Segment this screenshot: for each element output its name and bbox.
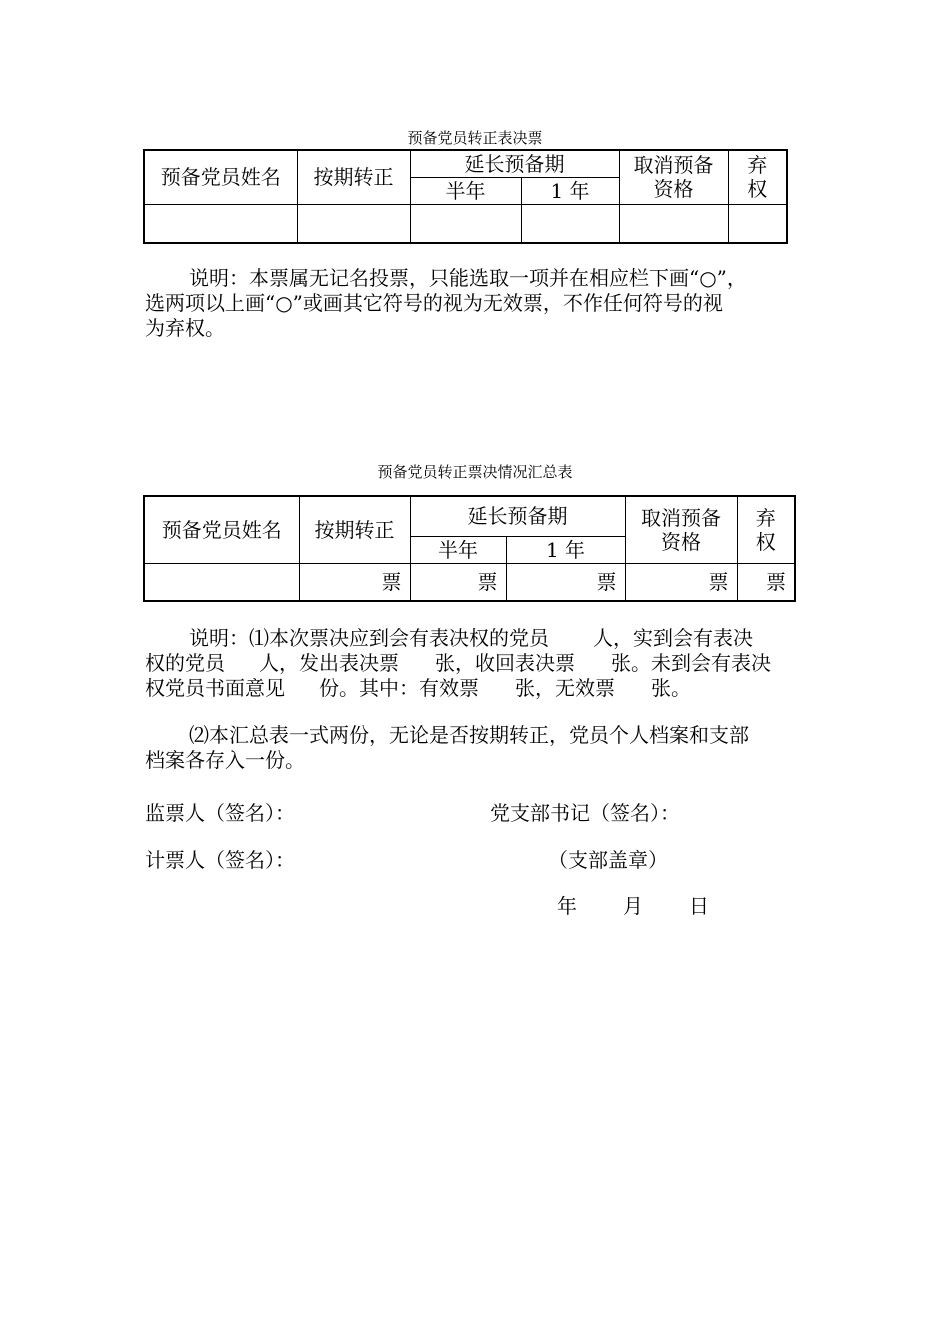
- header-cancel: 取消预备 资格: [619, 150, 728, 204]
- monitor-signature: 监票人（签名）：: [145, 801, 295, 825]
- ticket-on-time[interactable]: 票: [299, 563, 410, 601]
- ballot-note-line: 选两项以上画“○”或画其它符号的视为无效票，不作任何符号的视: [145, 291, 723, 315]
- cell-abstain[interactable]: [728, 204, 787, 243]
- ballot-table: [143, 149, 788, 244]
- header-cancel: 取消预备 资格: [625, 496, 737, 563]
- summary-table: [143, 495, 796, 602]
- header-extend: 延长预备期: [410, 496, 625, 536]
- branch-seal: （支部盖章）: [548, 848, 668, 872]
- date-line: [557, 890, 709, 919]
- ballot-note-line: 说明：本票属无记名投票，只能选取一项并在相应栏下画“○”，: [189, 266, 747, 290]
- header-on-time: 按期转正: [297, 150, 410, 204]
- ballot-note-line: 为弃权。: [145, 316, 225, 340]
- header-one-year: 1 年: [506, 536, 625, 563]
- header-name: 预备党员姓名: [144, 150, 297, 204]
- counter-signature: 计票人（签名）：: [145, 848, 295, 872]
- header-one-year: 1 年: [521, 177, 619, 204]
- date-day: 日: [689, 894, 709, 918]
- ticket-one-year[interactable]: 票: [506, 563, 625, 601]
- summary-note-2: [145, 723, 749, 773]
- cell-name[interactable]: [144, 204, 297, 243]
- header-name: 预备党员姓名: [144, 496, 299, 563]
- ballot-title: 预备党员转正表决票: [407, 129, 543, 147]
- header-half-year: 半年: [410, 536, 506, 563]
- ballot-note: [145, 266, 747, 341]
- secretary-signature: 党支部书记（签名）：: [490, 801, 680, 825]
- summary-note-2-line: ⑵本汇总表一式两份，无论是否按期转正，党员个人档案和支部: [189, 723, 749, 747]
- date-year: 年: [557, 894, 577, 918]
- ticket-half-year[interactable]: 票: [410, 563, 506, 601]
- cell-cancel[interactable]: [619, 204, 728, 243]
- summary-note-2-line: 档案各存入一份。: [145, 748, 305, 772]
- date-month: 月: [623, 894, 643, 918]
- header-abstain: 弃 权: [737, 496, 795, 563]
- summary-title: 预备党员转正票决情况汇总表: [377, 463, 573, 481]
- header-extend: 延长预备期: [410, 150, 619, 177]
- cell-half-year[interactable]: [410, 204, 521, 243]
- header-half-year: 半年: [410, 177, 521, 204]
- ticket-abstain[interactable]: 票: [737, 563, 795, 601]
- summary-note-1: 说明：⑴本次票决应到会有表决权的党员 人，实到会有表决 权的党员 人，发出表决票 张，收回表决票 张。未到会有表决 权党员书面意见 份。其中：有效票 张，无效票 张。: [145, 626, 771, 700]
- ticket-cancel[interactable]: 票: [625, 563, 737, 601]
- cell-one-year[interactable]: [521, 204, 619, 243]
- header-abstain: 弃 权: [728, 150, 787, 204]
- header-on-time: 按期转正: [299, 496, 410, 563]
- cell-name[interactable]: [144, 563, 299, 601]
- cell-on-time[interactable]: [297, 204, 410, 243]
